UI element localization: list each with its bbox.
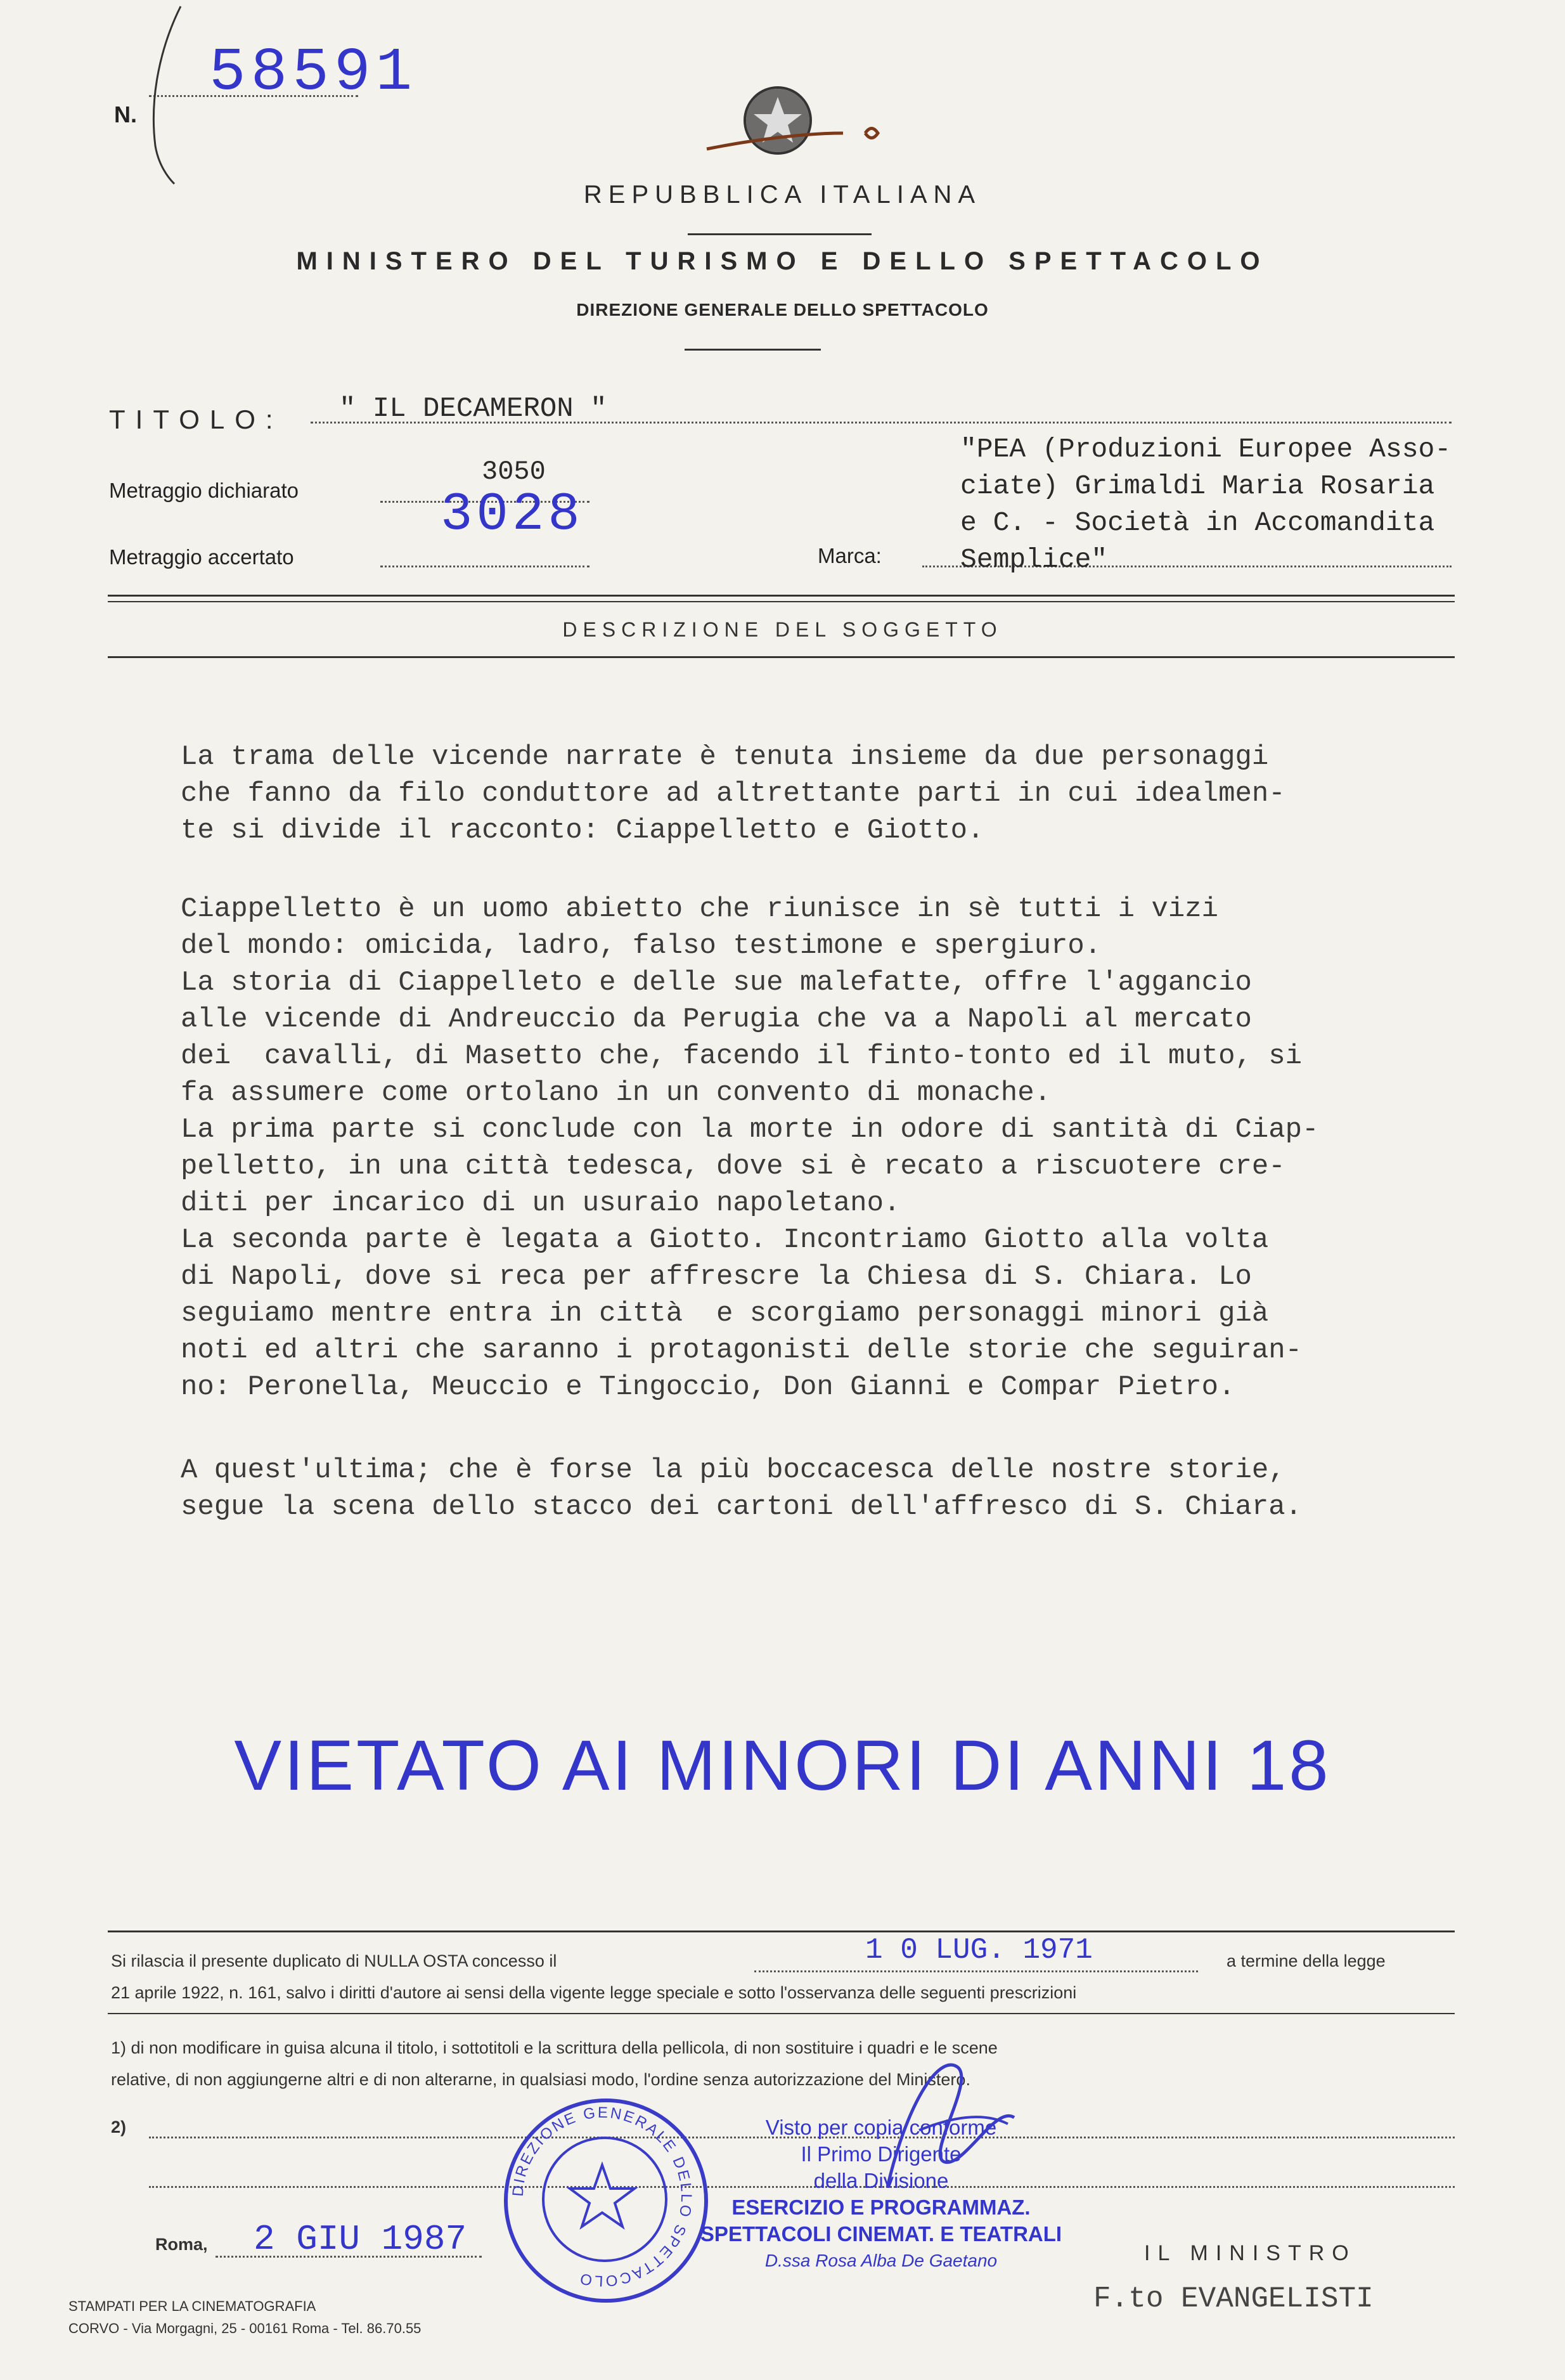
age-restriction-stamp: VIETATO AI MINORI DI ANNI 18 bbox=[234, 1726, 1331, 1805]
film-title: " IL DECAMERON " bbox=[339, 393, 607, 425]
brand-line: ciate) Grimaldi Maria Rosaria bbox=[960, 470, 1435, 501]
brand-line: "PEA (Produzioni Europee Asso- bbox=[960, 434, 1452, 465]
verified-length-value: 3028 bbox=[441, 485, 584, 545]
description-paragraph-3: A quest'ultima; che è forse la più boccacesca delle nostre storie, segue la scena dello stacco dei cartoni dell'affresco di S. Chiara. bbox=[181, 1454, 1303, 1523]
footer-line1-end: a termine della legge bbox=[1227, 1951, 1386, 1970]
header-divider-1 bbox=[688, 233, 872, 235]
minister-name: F.to EVANGELISTI bbox=[1093, 2282, 1374, 2315]
round-stamp-legend: DIREZIONE GENERALE DELLO SPETTACOLO bbox=[509, 2104, 695, 2290]
number-pen-mark bbox=[136, 0, 219, 190]
copy-stamp-line: D.ssa Rosa Alba De Gaetano bbox=[764, 2251, 998, 2270]
footer-line2: 21 aprile 1922, n. 161, salvo i diritti d'autore ai sensi della vigente legge speciale e sotto l'osservanza delle seguenti prescrizioni bbox=[111, 1983, 1077, 2002]
copy-stamp-line: Il Primo Dirigente bbox=[801, 2142, 962, 2166]
copy-stamp-line: ESERCIZIO E PROGRAMMAZ. bbox=[731, 2196, 1031, 2219]
brand-line: Semplice" bbox=[960, 544, 1108, 575]
printer-line-1: STAMPATI PER LA CINEMATOGRAFIA bbox=[68, 2298, 316, 2314]
section-rule-top bbox=[108, 595, 1455, 597]
copy-stamp-line: Visto per copia conforme bbox=[765, 2116, 997, 2139]
brand-block bbox=[960, 431, 1451, 578]
verified-dotted-line bbox=[380, 566, 589, 567]
footer-date-dotted-line bbox=[754, 1970, 1198, 1972]
brand-label: Marca: bbox=[818, 544, 882, 567]
title-label: TITOLO: bbox=[109, 404, 283, 434]
handwritten-signature bbox=[849, 2029, 1040, 2219]
issue-date-stamp: 2 GIU 1987 bbox=[254, 2219, 467, 2260]
clause-1-line-a: 1) di non modificare in guisa alcuna il titolo, i sottotitoli e la scrittura della pellicola, di non sostituire i quadri e le scene bbox=[111, 2038, 998, 2057]
copy-stamp-line: SPETTACOLI CINEMAT. E TEATRALI bbox=[700, 2222, 1062, 2246]
emblem-pen-scribble bbox=[704, 120, 906, 165]
verified-length-label: Metraggio accertato bbox=[109, 545, 294, 569]
section-rule-bottom bbox=[108, 656, 1455, 658]
minister-label: IL MINISTRO bbox=[1144, 2241, 1356, 2265]
place-label: Roma, bbox=[155, 2235, 208, 2254]
section-heading: DESCRIZIONE DEL SOGGETTO bbox=[562, 618, 1003, 641]
header-divider-2 bbox=[685, 349, 821, 351]
description-paragraph-1: La trama delle vicende narrate è tenuta insieme da due personaggi che fanno da filo conduttore ad altrettante parti in cui idealmen- te si divide il racconto: Ciappelletto e Giotto. bbox=[181, 741, 1285, 846]
copy-stamp-line: della Divisione bbox=[813, 2169, 949, 2192]
footer-line1-start: Si rilascia il presente duplicato di NULLA OSTA concesso il bbox=[111, 1951, 557, 1970]
brand-line: e C. - Società in Accomandita bbox=[960, 507, 1435, 538]
footer-rule bbox=[108, 1931, 1455, 1932]
clause-1-line-b: relative, di non aggiungerne altri e di non alterarne, in qualsiasi modo, l'ordine senza autorizzazione del Ministero. bbox=[111, 2070, 970, 2089]
direction-heading: DIREZIONE GENERALE DELLO SPETTACOLO bbox=[576, 300, 989, 320]
document-number: 58591 bbox=[209, 38, 418, 107]
section-rule-top-2 bbox=[108, 601, 1455, 602]
nulla-osta-date: 1 0 LUG. 1971 bbox=[865, 1934, 1093, 1967]
ministry-heading: MINISTERO DEL TURISMO E DELLO SPETTACOLO bbox=[296, 247, 1269, 275]
declared-length-value: 3050 bbox=[482, 456, 546, 487]
republic-heading: REPUBBLICA ITALIANA bbox=[583, 181, 982, 209]
number-label: N. bbox=[114, 101, 137, 127]
printer-line-2: CORVO - Via Morgagni, 25 - 00161 Roma - Tel. 86.70.55 bbox=[68, 2320, 422, 2336]
declared-length-label: Metraggio dichiarato bbox=[109, 479, 299, 502]
description-paragraph-2: Ciappelletto è un uomo abietto che riunisce in sè tutti i vizi del mondo: omicida, ladro, falso testimone e spergiuro. La storia di Ciappelleto e delle sue malefatte, offre l'aggancio alle vicende di Andreuccio da Perugia che va a Napoli al mercato dei cavalli, di Masetto che, facendo il finto-tonto ed il muto, si fa assumere come ortolano in un convento di monache. La prima parte si conclude con la morte in odore di santità di Ciap- pelletto, in una città tedesca, dove si è recato a riscuotere cre- diti per incarico di un usuraio napoletano. La seconda parte è legata a Giotto. Incontriamo Giotto alla volta di Napoli, dove si reca per affrescre la Chiesa di S. Chiara. Lo seguiamo mentre entra in città e scorgiamo personaggi minori già noti ed altri che saranno i protagonisti delle storie che seguiran- no: Peronella, Meuccio e Tingoccio, Don Gianni e Compar Pietro. bbox=[181, 893, 1319, 1403]
clause-2-label: 2) bbox=[111, 2118, 127, 2137]
footer-rule-2 bbox=[108, 2013, 1455, 2014]
